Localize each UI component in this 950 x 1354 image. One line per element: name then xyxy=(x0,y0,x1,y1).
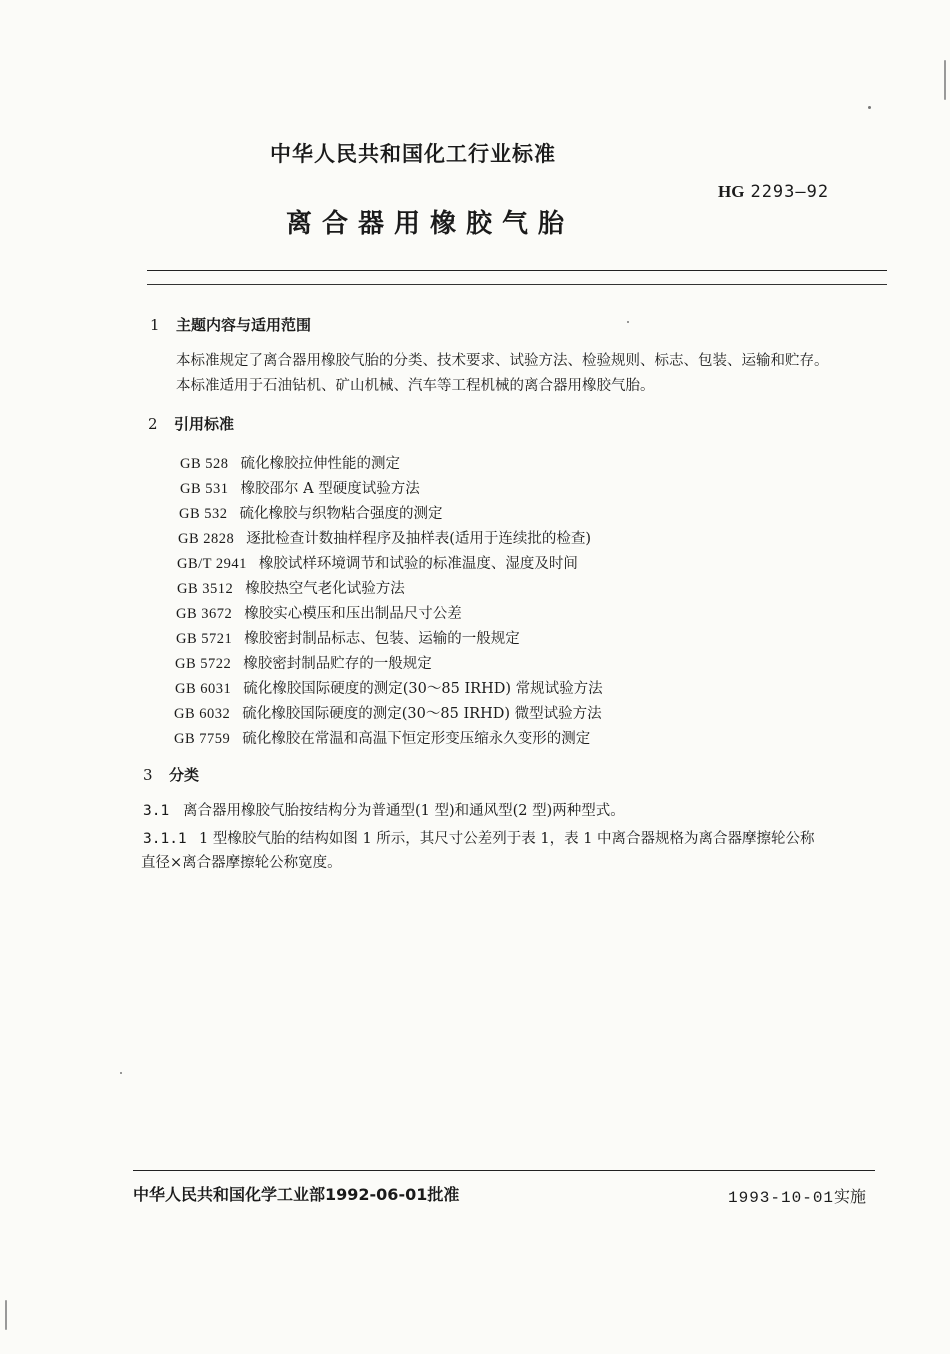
scan-edge-mark xyxy=(5,1300,7,1330)
reference-item xyxy=(179,502,443,523)
reference-item xyxy=(174,702,602,723)
reference-title: 橡胶试样环境调节和试验的标准温度、湿度及时间 xyxy=(258,556,578,572)
scan-speck xyxy=(627,321,629,323)
reference-code: GB 532 xyxy=(179,506,228,522)
reference-title: 橡胶热空气老化试验方法 xyxy=(245,581,405,597)
reference-item xyxy=(175,677,603,698)
reference-code: GB/T 2941 xyxy=(177,556,247,572)
reference-title: 橡胶密封制品标志、包装、运输的一般规定 xyxy=(244,631,520,647)
reference-item xyxy=(176,602,462,623)
reference-item xyxy=(180,477,420,498)
header-rule-thin xyxy=(147,284,887,285)
reference-item xyxy=(177,552,578,573)
clause-3-1-number: 3.1 xyxy=(143,803,170,819)
section-1-paragraph-1: 本标准规定了离合器用橡胶气胎的分类、技术要求、试验方法、检验规则、标志、包装、运输和贮存。 xyxy=(176,353,829,369)
clause-3-1-text: 离合器用橡胶气胎按结构分为普通型(1 型)和通风型(2 型)两种型式。 xyxy=(183,803,625,819)
reference-title: 硫化橡胶国际硬度的测定(30～85 IRHD) 微型试验方法 xyxy=(242,706,602,722)
document-title: 离合器用橡胶气胎 xyxy=(286,209,575,239)
effective-statement xyxy=(728,1184,866,1207)
reference-code: GB 6031 xyxy=(175,681,232,697)
reference-item xyxy=(180,452,400,473)
reference-code: GB 3672 xyxy=(176,606,233,622)
reference-code: GB 528 xyxy=(180,456,229,472)
clause-3-1-1 xyxy=(143,828,815,850)
reference-title: 橡胶密封制品贮存的一般规定 xyxy=(243,656,432,672)
standard-code-label: HG xyxy=(718,182,745,201)
reference-title: 硫化橡胶在常温和高温下恒定形变压缩永久变形的测定 xyxy=(242,731,591,747)
reference-code: GB 6032 xyxy=(174,706,231,722)
effective-label: 实施 xyxy=(834,1187,867,1206)
clause-3-1-1-text-line-1: 1 型橡胶气胎的结构如图 1 所示，其尺寸公差列于表 1，表 1 中离合器规格为离合器摩擦轮公称 xyxy=(199,831,815,847)
section-2-number: 2 xyxy=(148,415,158,433)
reference-title: 硫化橡胶拉伸性能的测定 xyxy=(240,456,401,472)
approval-statement: 中华人民共和国化学工业部1992-06-01批准 xyxy=(133,1185,460,1204)
clause-3-1-1-number: 3.1.1 xyxy=(143,831,187,847)
reference-code: GB 7759 xyxy=(174,731,231,747)
section-1-heading xyxy=(150,314,311,335)
reference-item xyxy=(178,527,591,548)
scan-speck xyxy=(120,1072,122,1074)
footer-rule xyxy=(133,1170,875,1171)
header-rule xyxy=(147,270,887,271)
reference-item xyxy=(177,577,405,598)
reference-title: 逐批检查计数抽样程序及抽样表(适用于连续批的检查) xyxy=(246,531,592,547)
scan-speck xyxy=(868,106,871,109)
reference-title: 橡胶邵尔 A 型硬度试验方法 xyxy=(240,481,420,497)
section-3-number: 3 xyxy=(143,766,153,784)
reference-title: 硫化橡胶国际硬度的测定(30～85 IRHD) 常规试验方法 xyxy=(243,681,603,697)
section-3-heading xyxy=(143,764,199,785)
clause-3-1-1-text-line-2: 直径×离合器摩擦轮公称宽度。 xyxy=(141,855,342,871)
standard-code xyxy=(718,182,829,202)
reference-code: GB 531 xyxy=(180,481,229,497)
clause-3-1 xyxy=(143,800,625,822)
reference-code: GB 5721 xyxy=(176,631,233,647)
reference-code: GB 3512 xyxy=(177,581,234,597)
reference-item xyxy=(174,727,590,748)
reference-item xyxy=(176,627,520,648)
standard-code-number: 2293—92 xyxy=(750,182,830,202)
reference-item xyxy=(175,652,432,673)
section-1-title: 主题内容与适用范围 xyxy=(176,316,312,334)
section-3-title: 分类 xyxy=(169,766,200,784)
standard-category-title: 中华人民共和国化工行业标准 xyxy=(270,142,556,166)
section-2-title: 引用标准 xyxy=(174,415,235,433)
effective-date: 1993-10-01 xyxy=(728,1189,835,1207)
reference-title: 硫化橡胶与织物粘合强度的测定 xyxy=(239,506,443,522)
section-2-heading xyxy=(148,413,234,434)
reference-code: GB 2828 xyxy=(178,531,235,547)
scan-edge-mark xyxy=(944,60,946,100)
reference-title: 橡胶实心模压和压出制品尺寸公差 xyxy=(244,606,462,622)
section-1-paragraph-2: 本标准适用于石油钻机、矿山机械、汽车等工程机械的离合器用橡胶气胎。 xyxy=(176,378,655,394)
reference-code: GB 5722 xyxy=(175,656,232,672)
section-1-number: 1 xyxy=(150,316,160,334)
